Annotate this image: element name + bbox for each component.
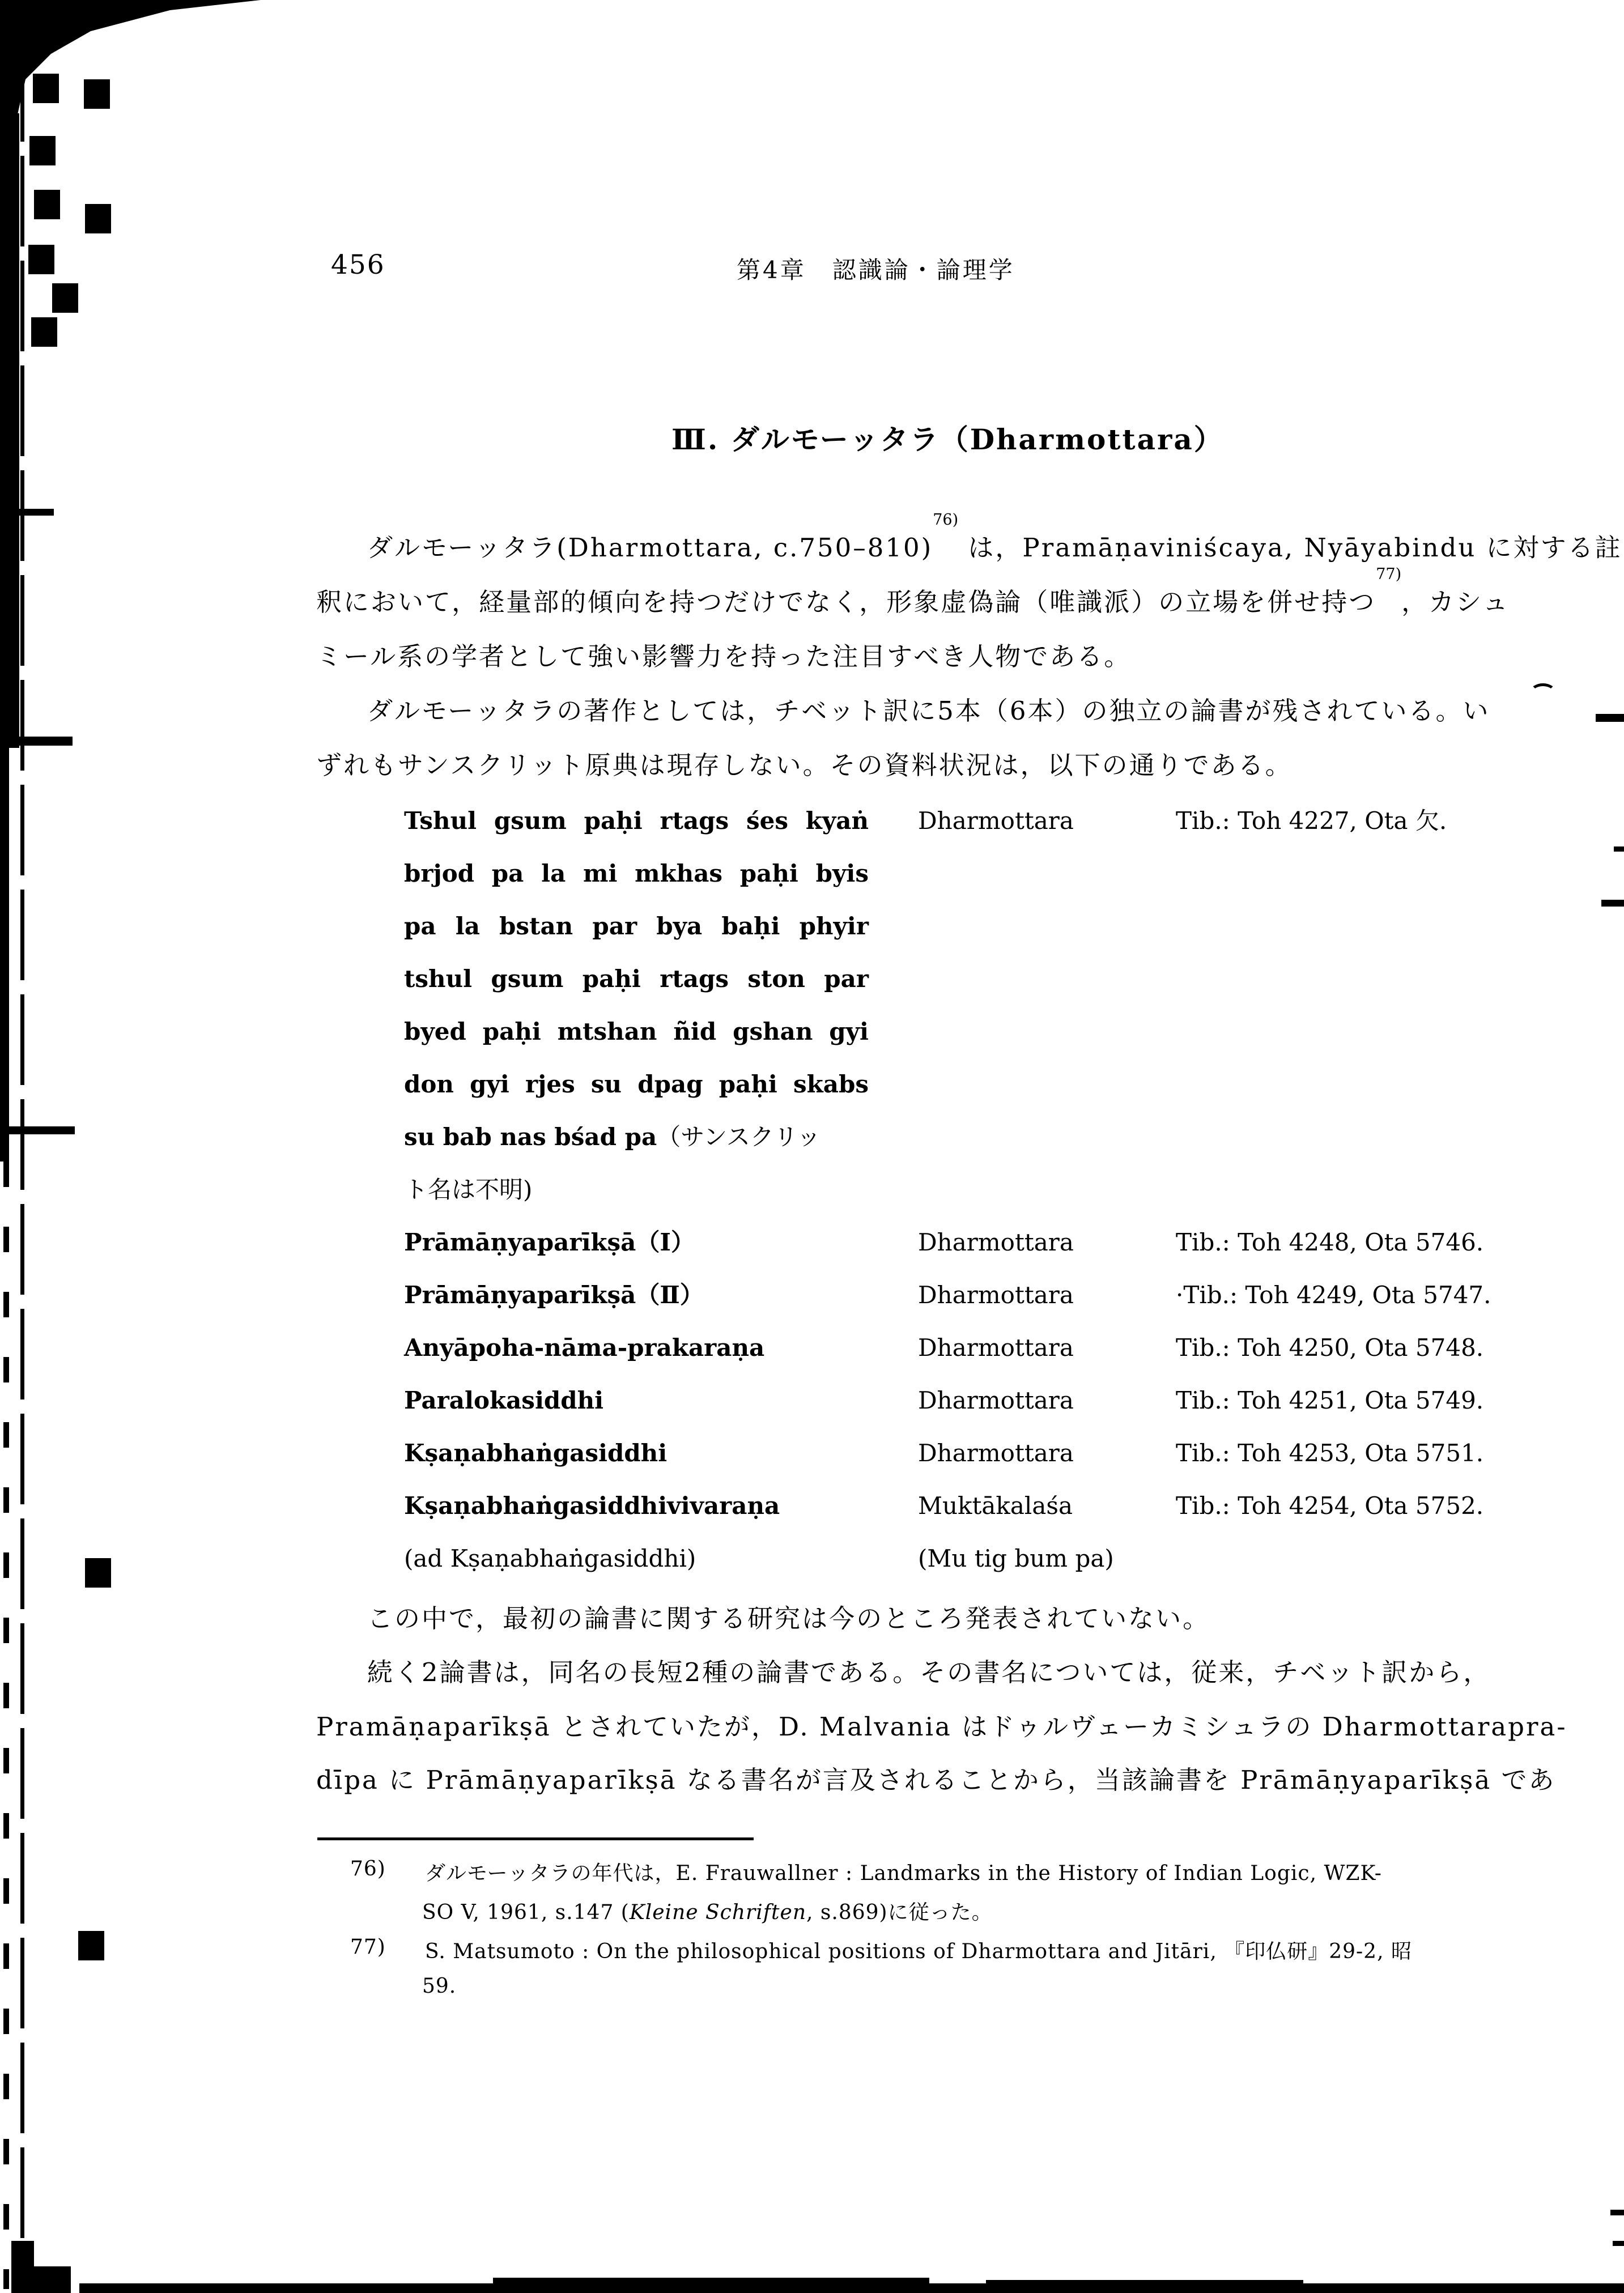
work-title-main: Kṣaṇabhaṅgasiddhivivaraṇa — [404, 1492, 780, 1520]
body-line — [367, 511, 1622, 564]
works-list — [0, 807, 1624, 1597]
scan-artifact-corner — [0, 0, 261, 122]
footnote-77-line2 — [0, 1975, 1624, 2014]
work-title — [404, 807, 869, 835]
footnote-text-part: SO V, 1961, s.147 ( — [422, 1901, 630, 1924]
work-title-main: Prāmāṇyaparīkṣā（Ⅱ） — [404, 1281, 704, 1309]
work-title — [404, 1123, 869, 1151]
scan-artifact-specks — [0, 0, 26, 29]
work-author: Dharmottara — [918, 1281, 1074, 1309]
footnote-rule — [317, 1837, 754, 1840]
body-line: ミール系の学者として強い影響力を持った注目すべき人物である。 — [316, 641, 1132, 671]
work-canon-ref: Tib.: Toh 4251, Ota 5749. — [1176, 1386, 1484, 1414]
work-title — [404, 1386, 869, 1415]
work-title-main: brjod pa la mi mkhas paḥi byis — [404, 860, 869, 887]
footnote-text: S. Matsumoto : On the philosophical positions of Dharmottara and Jitāri, 『印仏研』29-2, 昭 — [425, 1940, 1412, 1963]
scan-artifact-right-dash — [1610, 2210, 1624, 2215]
work-row — [0, 1492, 1624, 1545]
work-row — [0, 1228, 1624, 1281]
chapter-header: 第4章 認識論・論理学 — [737, 256, 1015, 284]
footnote-text: 59. — [422, 1975, 457, 1998]
scan-artifact-spur — [0, 509, 54, 516]
work-title — [404, 1176, 869, 1204]
scan-artifact-arc — [1530, 683, 1556, 701]
work-title-main: Anyāpoha-nāma-prakaraṇa — [404, 1334, 765, 1362]
body-text: 釈において，経量部的傾向を持つだけでなく，形象虚偽論（唯識派）の立場を併せ持つ — [316, 587, 1376, 617]
work-title-main: tshul gsum paḥi rtags ston par — [404, 965, 869, 993]
work-author: Dharmottara — [918, 1386, 1074, 1414]
work-title-main: su bab nas bśad pa — [404, 1123, 657, 1151]
footnote-77-line1 — [0, 1935, 1624, 1975]
work-title-main: pa la bstan par bya baḥi phyir — [404, 912, 869, 940]
work-author: Dharmottara — [918, 807, 1074, 835]
work-author: Muktākalaśa — [918, 1492, 1073, 1520]
footnote-text — [422, 1896, 993, 1925]
work-title — [404, 1545, 869, 1573]
work-canon-ref: ·Tib.: Toh 4249, Ota 5747. — [1176, 1281, 1491, 1309]
work-title-main: Prāmāṇyaparīkṣā（Ⅰ） — [404, 1228, 695, 1256]
work-author: (Mu tig bum pa) — [918, 1545, 1114, 1572]
footnote-text-part: , s.869)に従った。 — [806, 1901, 993, 1924]
work-title — [404, 1492, 869, 1520]
work-title-note: (ad Kṣaṇabhaṅgasiddhi) — [404, 1545, 696, 1572]
scan-artifact-bottom-corner — [11, 2241, 34, 2293]
work-title-main: Tshul gsum paḥi rtags śes kyaṅ — [404, 807, 869, 835]
work-row — [0, 1281, 1624, 1334]
work-row — [0, 807, 1624, 860]
body-line: Pramāṇaparīkṣā とされていたが，D. Malvania はドゥルヴェーカミシュラの Dharmottarapra- — [316, 1712, 1567, 1742]
work-author: Dharmottara — [918, 1228, 1074, 1256]
work-title — [404, 1281, 869, 1309]
body-line: dīpa に Prāmāṇyaparīkṣā なる書名が言及されることから，当該論書を Prāmāṇyaparīkṣā であ — [316, 1765, 1556, 1795]
scan-artifact-right-dash — [1596, 714, 1624, 722]
work-row — [0, 1439, 1624, 1492]
work-canon-ref: Tib.: Toh 4253, Ota 5751. — [1176, 1439, 1484, 1467]
scan-artifact-bottom-bar — [986, 2280, 1303, 2293]
work-row — [0, 860, 1624, 912]
footnote-ref-77: 77) — [1376, 565, 1402, 583]
scan-artifact-left-band — [0, 113, 19, 748]
work-author: Dharmottara — [918, 1334, 1074, 1362]
scan-artifact-bottom-corner — [31, 2266, 71, 2293]
body-line: ずれもサンスクリット原典は現存しない。その資料状況は，以下の通りである。 — [316, 750, 1293, 780]
work-title — [404, 1439, 869, 1467]
work-title-main: Paralokasiddhi — [404, 1386, 604, 1414]
work-row — [0, 1545, 1624, 1597]
scan-artifact-spur — [0, 737, 73, 746]
work-title — [404, 1228, 869, 1257]
body-text: ダルモーッタラ(Dharmottara, c.750–810) — [367, 533, 933, 563]
work-row — [0, 1123, 1624, 1176]
work-row — [0, 965, 1624, 1018]
work-canon-ref: Tib.: Toh 4250, Ota 5748. — [1176, 1334, 1484, 1362]
body-text: ，カシュ — [1401, 587, 1510, 617]
work-title-note: ト名は不明) — [404, 1176, 533, 1203]
page-number: 456 — [331, 249, 385, 280]
body-line: 続く2論書は，同名の長短2種の論書である。その書名については，従来，チベット訳から， — [367, 1657, 1491, 1687]
work-title — [404, 1334, 869, 1362]
body-line: この中で，最初の論書に関する研究は今のところ発表されていない。 — [367, 1603, 1210, 1633]
scan-artifact-right-dash — [1613, 2241, 1624, 2246]
work-row — [0, 1070, 1624, 1123]
work-row — [0, 1176, 1624, 1228]
scan-artifact-bottom-bar — [493, 2278, 929, 2293]
footnote-text: ダルモーッタラの年代は，E. Frauwallner : Landmarks in the History of Indian Logic, WZK- — [425, 1862, 1382, 1885]
work-title-main: Kṣaṇabhaṅgasiddhi — [404, 1439, 668, 1467]
footnote-76-line2 — [0, 1896, 1624, 1935]
work-row — [0, 1334, 1624, 1386]
work-title-main: don gyi rjes su dpag paḥi skabs — [404, 1070, 869, 1098]
footnote-76-line1 — [0, 1857, 1624, 1896]
work-author: Dharmottara — [918, 1439, 1074, 1467]
work-title — [404, 1070, 869, 1099]
work-canon-ref: Tib.: Toh 4227, Ota 欠. — [1176, 807, 1447, 835]
work-title — [404, 860, 869, 888]
footnote-marker: 76) — [350, 1857, 386, 1881]
work-title — [404, 912, 869, 941]
work-title — [404, 1018, 869, 1046]
work-title-main: byed paḥi mtshan ñid gshan gyi — [404, 1018, 869, 1045]
work-title — [404, 965, 869, 993]
footnote-text-italic: Kleine Schriften — [629, 1901, 807, 1924]
section-title: Ⅲ. ダルモーッタラ（Dharmottara） — [671, 423, 1224, 456]
footnote-marker: 77) — [350, 1935, 386, 1959]
footnote-ref-76: 76) — [933, 511, 959, 529]
work-row — [0, 1018, 1624, 1070]
work-canon-ref: Tib.: Toh 4248, Ota 5746. — [1176, 1228, 1484, 1256]
work-canon-ref: Tib.: Toh 4254, Ota 5752. — [1176, 1492, 1484, 1520]
work-row — [0, 912, 1624, 965]
body-line: ダルモーッタラの著作としては，チベット訳に5本（6本）の独立の論書が残されている。い — [367, 696, 1490, 726]
body-line — [316, 565, 1510, 618]
work-row — [0, 1386, 1624, 1439]
body-text: は，Pramāṇaviniścaya, Nyāyabindu に対する註 — [958, 533, 1622, 563]
work-title-note: （サンスクリッ — [657, 1123, 821, 1151]
